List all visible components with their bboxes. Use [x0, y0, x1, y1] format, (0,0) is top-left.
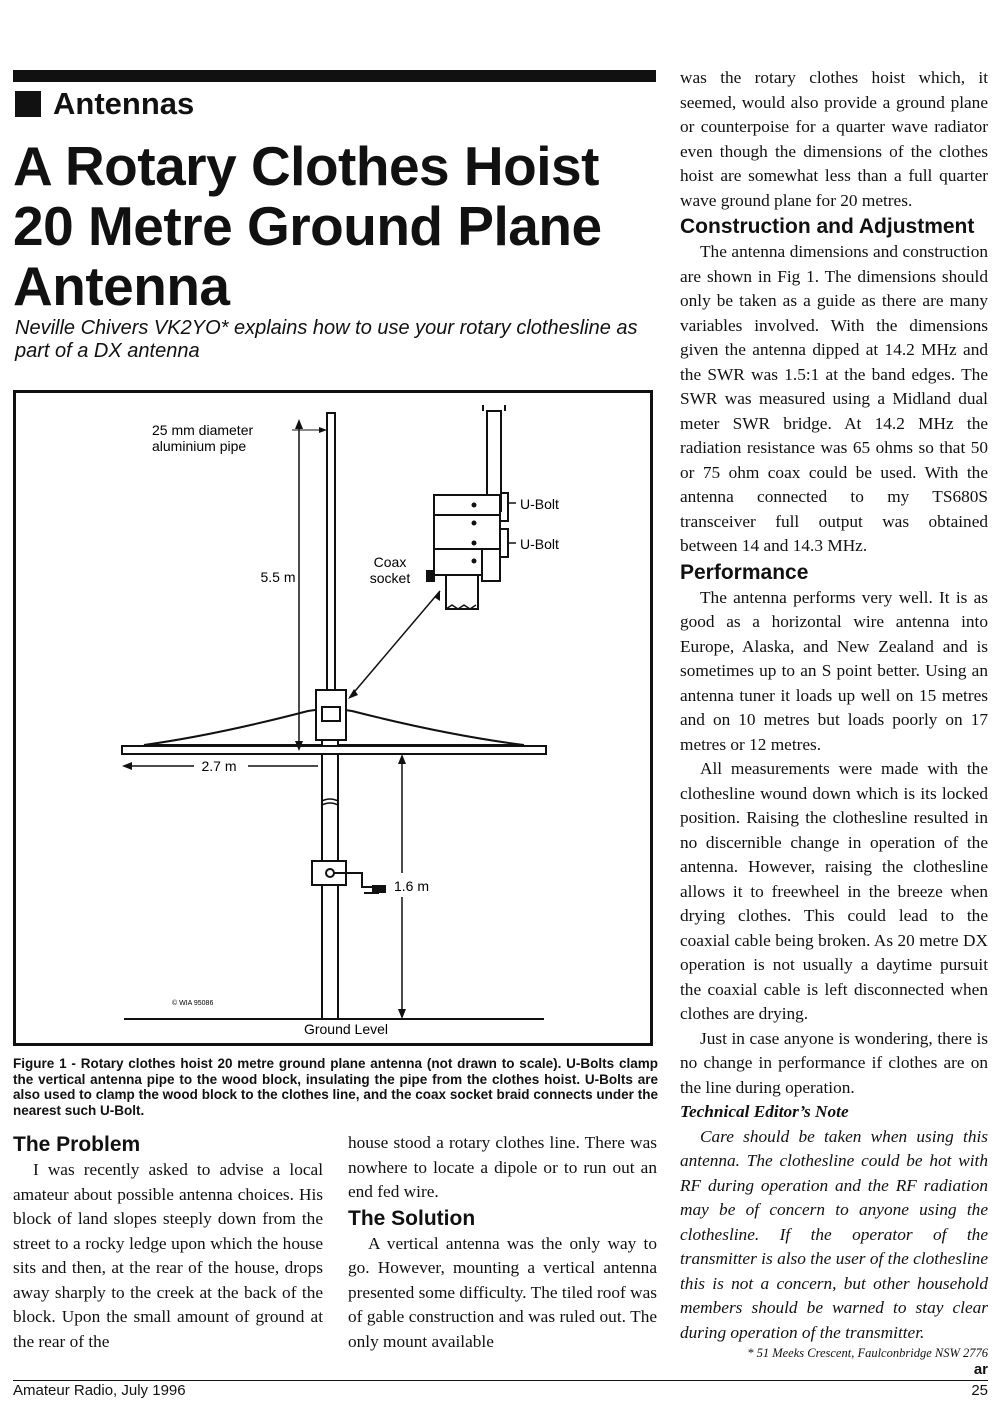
ground-label: Ground Level	[303, 1021, 389, 1037]
ubolt-label-1: U-Bolt	[520, 496, 559, 512]
problem-paragraph: I was recently asked to advise a local amateur about possible antenna choices. His block of land slopes steeply down from the street to a rocky ledge upon which the house sits and then, at the rear of the house, drops away sharply to the creek at the back of the block. Upon the small amount of ground at the rear of the	[13, 1160, 323, 1351]
performance-paragraph-2: All measurements were made with the clothesline wound down which is its locked position. Raising the clothesline resulted in no discernible change in operation of the antenna. However, raising the clothesline allows it to freewheel in the breeze when drying clothes. This could lead to the coaxial cable being broken. As 20 metre DX operation is not usually a daytime pursuit the coaxial cable is left disconnected when clothes are drying.	[680, 759, 988, 1023]
end-mark: ar	[973, 1361, 988, 1378]
footer-page-number: 25	[971, 1382, 988, 1399]
solution-heading: The Solution	[348, 1206, 476, 1230]
figure-caption: Figure 1 - Rotary clothes hoist 20 metre ground plane antenna (not drawn to scale). U-Bolts clamp the vertical antenna pipe to the wood block, insulating the pipe from the clothes hoist. U-Bolts are also used to clamp the wood block to the clothes line, and the coax socket braid connects under the nearest such U-Bolt.	[13, 1056, 658, 1118]
solution-paragraph-continued: was the rotary clothes hoist which, it seemed, would also provide a ground plane or counterpoise for a quarter wave radiator even though the dimensions of the clothes hoist are somewhat less than a full quarter wave ground plane for 20 metres.	[680, 68, 988, 210]
article-subtitle: Neville Chivers VK2YO* explains how to use your rotary clothesline as part of a DX antenna	[15, 317, 638, 362]
title-line: Antenna	[13, 255, 230, 317]
footer-rule	[13, 1380, 988, 1381]
problem-paragraph-continued: house stood a rotary clothes line. There was nowhere to locate a dipole or to run out an end fed wire.	[348, 1133, 657, 1201]
section-tag	[15, 86, 194, 122]
pipe-label: 25 mm diameter	[152, 422, 254, 438]
solution-paragraph: A vertical antenna was the only way to go. However, mounting a vertical antenna presented some difficulty. The tiled roof was of gable construction and was ruled out. The only mount available	[348, 1233, 657, 1351]
figure-1	[13, 390, 653, 1046]
performance-paragraph-1: The antenna performs very well. It is as good as a horizontal wire antenna into Europe, Alaska, and New Zealand and is sometimes up to an S point better. Using an antenna tuner it loads up well on 15 metres and on 10 metres but loads poorly on 17 metres or 12 metres.	[680, 587, 988, 754]
coax-label-2: socket	[369, 570, 411, 586]
base-label: 1.6 m	[394, 878, 430, 894]
figure-credit: © WIA 95086	[172, 1000, 214, 1007]
column-1	[13, 1131, 323, 1354]
antenna-diagram	[16, 393, 650, 1043]
section-square-icon	[15, 91, 41, 117]
problem-heading: The Problem	[13, 1133, 141, 1156]
section-label: Antennas	[53, 86, 195, 121]
title-line: A Rotary Clothes Hoist	[13, 135, 599, 197]
coax-socket-icon	[426, 570, 435, 582]
height-label: 5.5 m	[260, 569, 296, 585]
footer-publication: Amateur Radio, July 1996	[13, 1382, 186, 1399]
title-line: 20 Metre Ground Plane	[13, 195, 602, 257]
editor-note	[680, 1125, 988, 1346]
article-title	[13, 136, 663, 316]
editor-note-heading: Technical Editor’s Note	[680, 1102, 849, 1121]
arm-label: 2.7 m	[201, 758, 237, 774]
wood-block	[316, 690, 346, 740]
ubolt-label-2: U-Bolt	[520, 536, 559, 552]
construction-paragraph: The antenna dimensions and construction are shown in Fig 1. The dimensions should only be taken as a guide as there are many variables involved. With the dimensions given the antenna dipped at 14.2 MHz and the SWR was 1.5:1 at the band edges. The SWR was measured using a Midland dual meter SWR bridge. At 14.2 MHz the radiation resistance was 65 ohms so that 50 or 75 ohm coax could be used. With the antenna connected to my TS680S transceiver full output was obtained between 14 and 14.3 MHz.	[680, 242, 988, 555]
header-rule	[13, 70, 656, 82]
author-address: * 51 Meeks Crescent, Faulconbridge NSW 2776	[747, 1346, 988, 1360]
column-3	[680, 66, 988, 1379]
performance-paragraph-3: Just in case anyone is wondering, there is no change in performance if clothes are on the line during operation.	[680, 1028, 988, 1097]
hoist-post	[322, 693, 338, 1019]
editor-note-paragraph: Care should be taken when using this antenna. The clothesline could be hot with RF during operation and the RF radiation may be of concern to anyone using the clothesline. If the operator of the transmitter is also the user of the clothesline this is not a concern, but other household members should be warned to stay clear during operation of the transmitter.	[680, 1126, 988, 1342]
clothes-hoist-arms	[122, 746, 546, 754]
pipe-label-2: aluminium pipe	[152, 438, 247, 454]
antenna-pipe	[327, 413, 335, 723]
performance-heading: Performance	[680, 560, 809, 584]
column-2	[348, 1131, 657, 1376]
coax-label: Coax	[373, 554, 407, 570]
construction-heading: Construction and Adjustment	[680, 215, 975, 238]
